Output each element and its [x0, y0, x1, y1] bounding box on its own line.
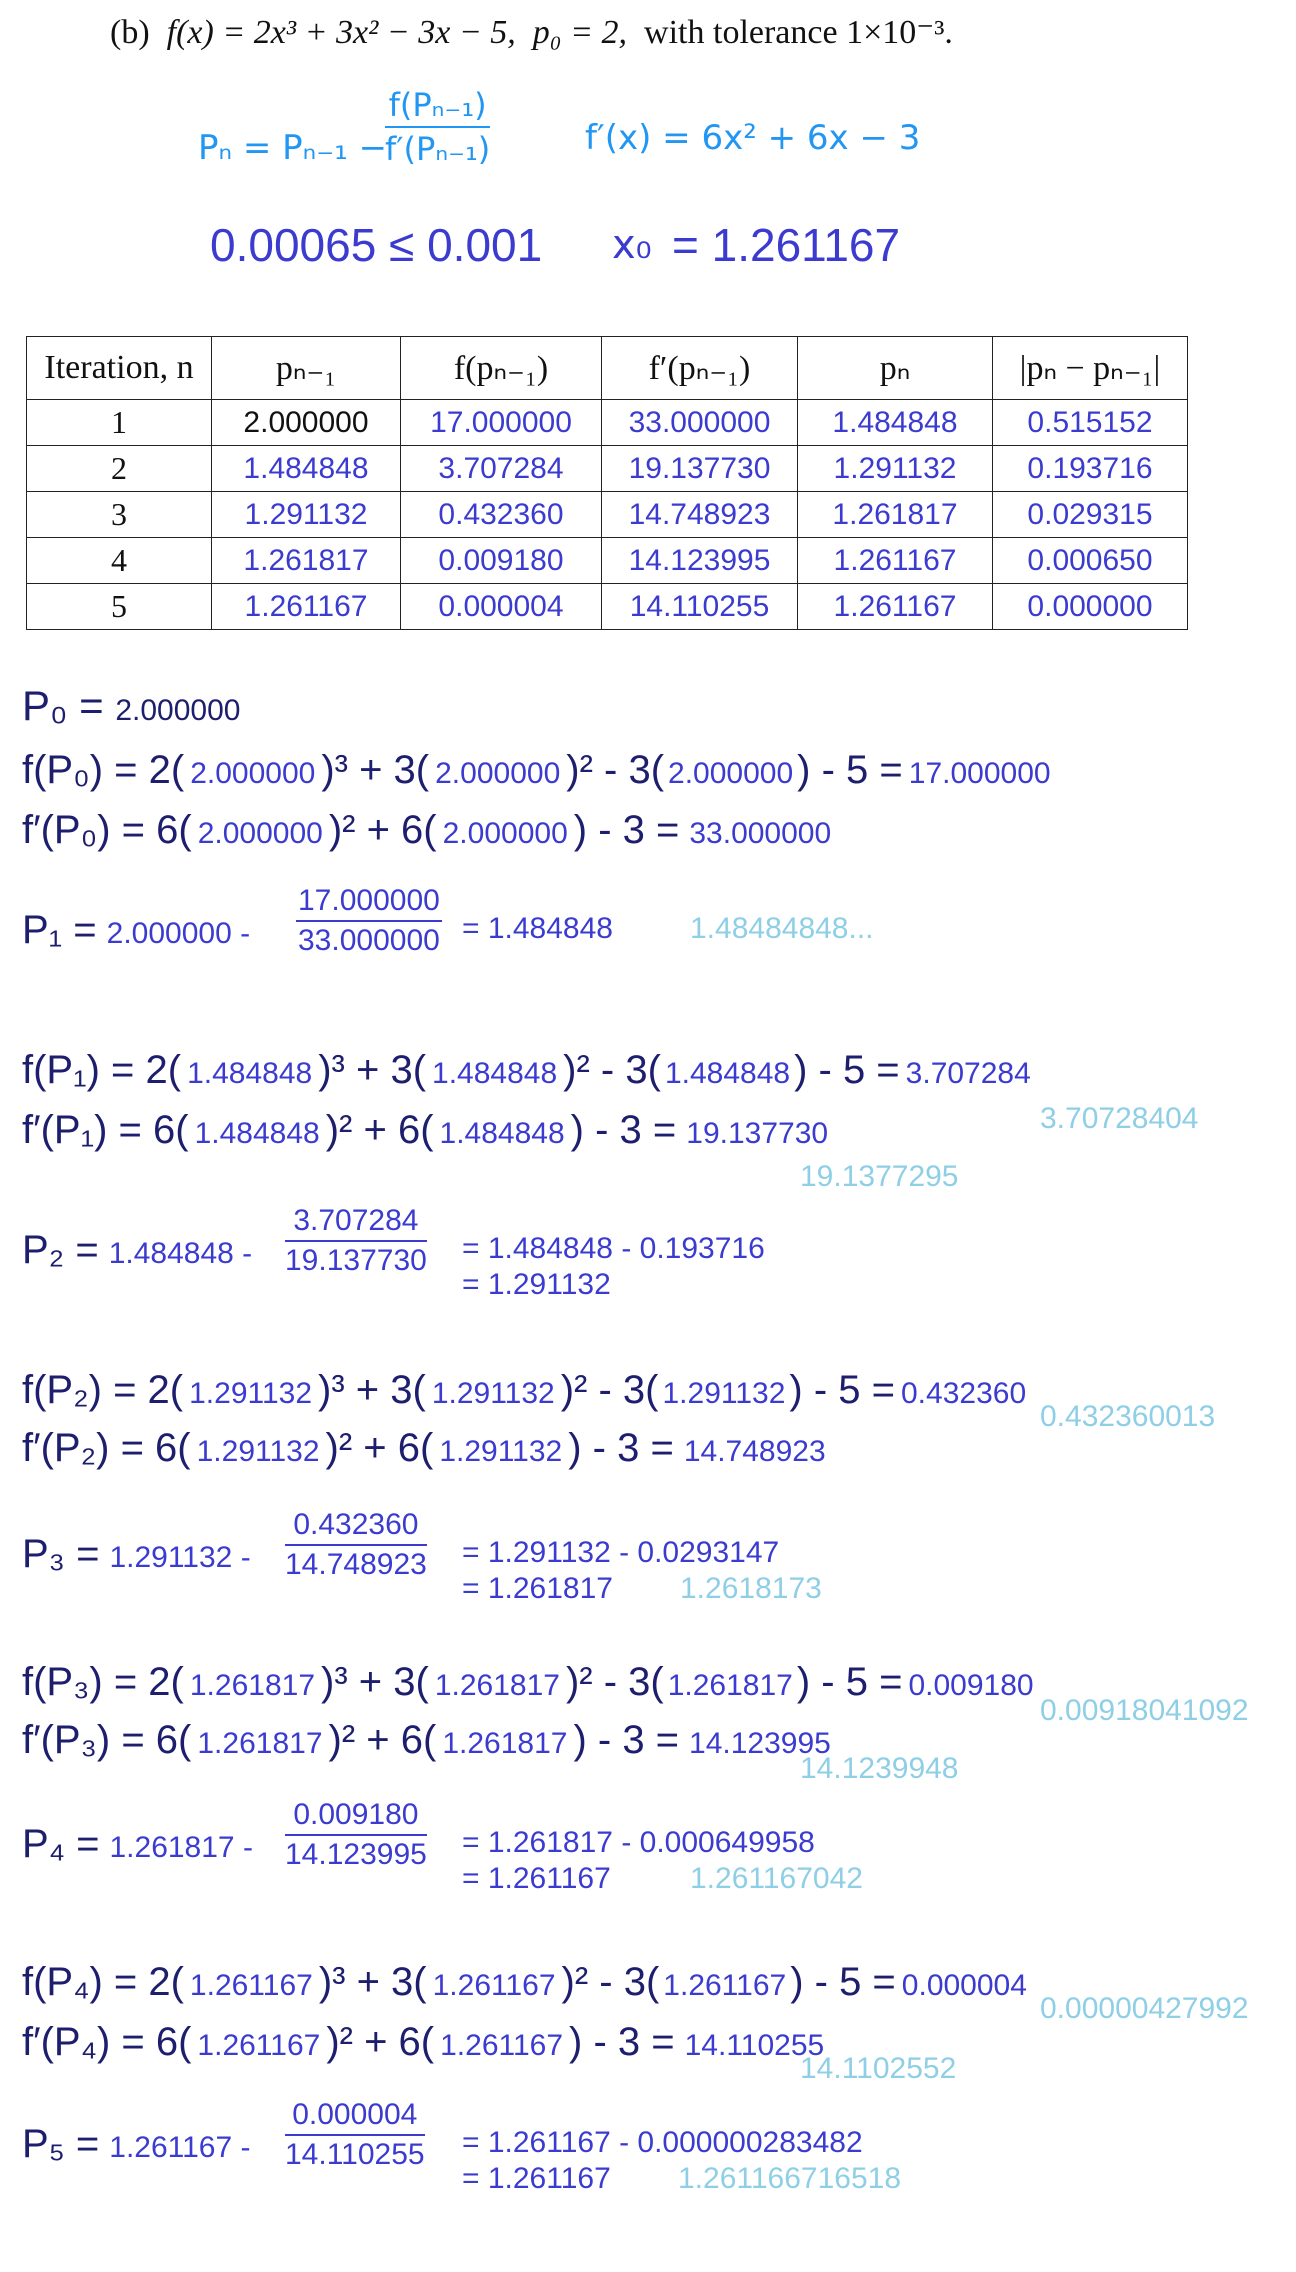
fprime-mid-text: )² + 6( [328, 808, 437, 852]
table-cell: 1.484848 [798, 400, 993, 446]
newton-lhs: Pₙ = Pₙ₋₁ − [198, 128, 388, 168]
f-full-precision: 0.432360013 [1040, 1400, 1216, 1433]
iteration-table [26, 336, 1188, 630]
p-result-line: = 1.261167 [462, 1862, 611, 1895]
table-cell: 14.123995 [602, 538, 798, 584]
f-label: f(P₁) = 2( [22, 1048, 182, 1092]
table-row [27, 538, 1188, 584]
table-cell: 5 [27, 584, 212, 630]
p-result-line: = 1.261817 - 0.000649958 [462, 1826, 815, 1859]
fprime-full-precision: 14.1239948 [800, 1752, 959, 1785]
table-cell: 1 [27, 400, 212, 446]
table-cell: 1.261167 [798, 538, 993, 584]
fprime-x-value: 2.000000 [197, 817, 323, 850]
f-result: 17.000000 [908, 757, 1051, 790]
f-result: 0.000004 [901, 1969, 1027, 2002]
fprime-x-value: 1.261167 [197, 2029, 321, 2062]
fprime-full-precision: 19.1377295 [800, 1160, 959, 1193]
newton-denominator: f′(Pₙ₋₁) [385, 130, 491, 168]
header-diff: |pₙ − pₙ₋₁| [993, 337, 1188, 400]
table-cell: 1.291132 [212, 492, 401, 538]
fprime-result: 14.110255 [684, 2029, 825, 2062]
table-row [27, 446, 1188, 492]
table-cell: 1.261817 [212, 538, 401, 584]
table-cell: 3 [27, 492, 212, 538]
table-header-row [27, 337, 1188, 400]
header-f: f(pₙ₋₁) [401, 337, 602, 400]
table-cell: 0.000000 [993, 584, 1188, 630]
f-x-value: 2.000000 [668, 757, 794, 790]
p-result-line: = 1.261817 [462, 1572, 613, 1605]
f-x-value: 1.261167 [432, 1969, 556, 2002]
p-prev-value: 1.261167 - [109, 2131, 251, 2164]
f-mid-text: )³ + 3( [318, 1368, 426, 1412]
f-x-value: 1.261167 [663, 1969, 787, 2002]
fprime-evaluation-line [22, 2020, 824, 2065]
p-denominator: 14.748923 [285, 1548, 427, 1581]
fprime-mid-text: )² + 6( [325, 1426, 434, 1470]
p0-label: P₀ = [22, 682, 104, 729]
fprime-x-value: 1.291132 [196, 1435, 320, 1468]
f-end-text: ) - 5 = [796, 1660, 903, 1704]
fprime-mid-text: )² + 6( [326, 2020, 435, 2064]
table-cell: 0.000004 [401, 584, 602, 630]
root-value: = 1.261167 [672, 219, 901, 271]
tolerance-check: 0.00065 ≤ 0.001 [210, 219, 543, 271]
header-fprime: f′(pₙ₋₁) [602, 337, 798, 400]
p-update-line [22, 2122, 251, 2167]
derivative-formula: f′(x) = 6x² + 6x − 3 [585, 118, 921, 158]
table-cell: 14.748923 [602, 492, 798, 538]
p-fraction [285, 2098, 425, 2172]
table-row [27, 492, 1188, 538]
f-label: f(P₄) = 2( [22, 1960, 184, 2004]
p-result-line: = 1.291132 [462, 1268, 611, 1301]
fprime-evaluation-line [22, 808, 831, 853]
p-label: P₅ = [22, 2122, 100, 2166]
p-update-line [22, 1228, 252, 1273]
newton-formula [198, 128, 387, 168]
f-mid-text: )³ + 3( [318, 1960, 427, 2004]
fprime-result: 19.137730 [686, 1117, 829, 1150]
table-cell: 17.000000 [401, 400, 602, 446]
p-label: P₁ = [22, 908, 97, 952]
f-full-precision: 3.70728404 [1040, 1102, 1199, 1135]
table-cell: 0.009180 [401, 538, 602, 584]
table-cell: 4 [27, 538, 212, 584]
f-mid-text: )³ + 3( [321, 748, 430, 792]
f-x-value: 1.291132 [431, 1377, 555, 1410]
p-prev-value: 1.484848 - [108, 1237, 253, 1270]
problem-tolerance: with tolerance 1×10⁻³. [644, 14, 953, 51]
table-cell: 0.000650 [993, 538, 1188, 584]
fprime-x-value: 1.484848 [439, 1117, 565, 1150]
p-fraction [285, 1798, 427, 1872]
table-cell: 19.137730 [602, 446, 798, 492]
fprime-result: 14.748923 [683, 1435, 826, 1468]
table-cell: 14.110255 [602, 584, 798, 630]
f-x-value: 2.000000 [190, 757, 316, 790]
fprime-end-text: ) - 3 = [573, 1718, 680, 1762]
f-evaluation-line [22, 748, 1051, 793]
fprime-label: f′(P₀) = 6( [22, 808, 192, 852]
p-full-precision: 1.48484848... [690, 912, 874, 945]
fprime-end-text: ) - 3 = [568, 1426, 674, 1470]
f-full-precision: 0.00000427992 [1040, 1992, 1249, 2025]
fprime-label: f′(P₂) = 6( [22, 1426, 191, 1470]
f-label: f(P₂) = 2( [22, 1368, 184, 1412]
table-cell: 1.261167 [798, 584, 993, 630]
problem-function: f(x) = 2x³ + 3x² − 3x − 5, [166, 14, 516, 51]
f-evaluation-line [22, 1048, 1031, 1093]
p-full-precision: 1.2618173 [680, 1572, 822, 1605]
p-numerator: 17.000000 [296, 884, 442, 922]
f-mid-text: )² - 3( [561, 1960, 660, 2004]
p-denominator: 19.137730 [285, 1244, 427, 1277]
p-fraction [285, 1508, 427, 1582]
table-cell: 1.291132 [798, 446, 993, 492]
table-cell: 0.515152 [993, 400, 1188, 446]
f-end-text: ) - 5 = [794, 1048, 900, 1092]
p-numerator: 0.432360 [285, 1508, 427, 1546]
p-numerator: 0.009180 [285, 1798, 427, 1836]
fprime-end-text: ) - 3 = [570, 1108, 677, 1152]
f-x-value: 1.261817 [189, 1669, 316, 1702]
table-cell: 2 [27, 446, 212, 492]
p-denominator: 33.000000 [298, 924, 440, 957]
fprime-result: 14.123995 [689, 1727, 831, 1760]
fprime-x-value: 1.261817 [197, 1727, 323, 1760]
fprime-mid-text: )² + 6( [328, 1718, 437, 1762]
f-mid-text: )³ + 3( [321, 1660, 429, 1704]
p-result-line: = 1.484848 - 0.193716 [462, 1232, 765, 1265]
f-x-value: 1.484848 [664, 1057, 791, 1090]
p-prev-value: 1.291132 - [109, 1541, 251, 1574]
f-end-text: ) - 5 = [790, 1960, 896, 2004]
fprime-x-value: 1.261167 [440, 2029, 564, 2062]
header-p-prev: pₙ₋₁ [212, 337, 401, 400]
fprime-x-value: 2.000000 [442, 817, 568, 850]
p0-value: 2.000000 [115, 694, 241, 727]
f-evaluation-line [22, 1368, 1026, 1413]
newton-fraction [385, 86, 490, 168]
fprime-result: 33.000000 [689, 817, 832, 850]
p-full-precision: 1.261167042 [690, 1862, 863, 1895]
p-label: P₄ = [22, 1822, 100, 1866]
fprime-evaluation-line [22, 1426, 826, 1471]
fprime-end-text: ) - 3 = [573, 808, 680, 852]
f-x-value: 1.261817 [434, 1669, 560, 1702]
table-row [27, 400, 1188, 446]
p-fraction [285, 1204, 427, 1278]
f-evaluation-line [22, 1660, 1034, 1705]
p-result-line: = 1.484848 [462, 912, 613, 945]
problem-label: (b) [110, 14, 150, 51]
f-x-value: 1.261167 [189, 1969, 313, 2002]
p-full-precision: 1.261166716518 [678, 2162, 902, 2195]
p-update-line [22, 908, 250, 953]
f-mid-text: )² - 3( [560, 1368, 659, 1412]
f-x-value: 1.484848 [187, 1057, 313, 1090]
table-cell: 2.000000 [212, 400, 401, 446]
p-result-line: = 1.261167 [462, 2162, 611, 2195]
table-row [27, 584, 1188, 630]
table-cell: 0.432360 [401, 492, 602, 538]
fprime-x-value: 1.261817 [442, 1727, 568, 1760]
p-fraction [296, 884, 442, 958]
p-prev-value: 1.261817 - [109, 1831, 253, 1864]
p-label: P₃ = [22, 1532, 100, 1576]
x0-label: x₀ [612, 222, 652, 268]
fprime-label: f′(P₁) = 6( [22, 1108, 189, 1152]
fprime-label: f′(P₄) = 6( [22, 2020, 192, 2064]
p-label: P₂ = [22, 1228, 99, 1272]
problem-p0: p₀ = 2, [532, 14, 628, 51]
fprime-label: f′(P₃) = 6( [22, 1718, 192, 1762]
f-end-text: ) - 5 = [797, 748, 903, 792]
table-cell: 1.484848 [212, 446, 401, 492]
f-result: 0.009180 [908, 1669, 1034, 1702]
f-x-value: 1.261817 [667, 1669, 793, 1702]
p-denominator: 14.123995 [285, 1838, 427, 1871]
p-result-line: = 1.291132 - 0.0293147 [462, 1536, 780, 1569]
f-mid-text: )² - 3( [563, 1048, 661, 1092]
p-update-line [22, 1532, 251, 1577]
f-label: f(P₃) = 2( [22, 1660, 184, 1704]
f-result: 0.432360 [901, 1377, 1027, 1410]
table-cell: 3.707284 [401, 446, 602, 492]
f-mid-text: )² - 3( [565, 1660, 664, 1704]
table-cell: 0.193716 [993, 446, 1188, 492]
p-numerator: 0.000004 [285, 2098, 425, 2136]
fprime-evaluation-line [22, 1108, 828, 1153]
p-numerator: 3.707284 [285, 1204, 427, 1242]
table-cell: 1.261817 [798, 492, 993, 538]
newton-numerator: f(Pₙ₋₁) [385, 86, 490, 128]
table-cell: 33.000000 [602, 400, 798, 446]
p0-line [22, 682, 240, 730]
f-full-precision: 0.00918041092 [1040, 1694, 1249, 1727]
problem-statement [110, 12, 953, 52]
f-result: 3.707284 [905, 1057, 1031, 1090]
fprime-mid-text: )² + 6( [325, 1108, 434, 1152]
f-x-value: 1.484848 [432, 1057, 558, 1090]
f-evaluation-line [22, 1960, 1027, 2005]
f-mid-text: )² - 3( [566, 748, 665, 792]
table-cell: 1.261167 [212, 584, 401, 630]
table-cell: 0.029315 [993, 492, 1188, 538]
fprime-end-text: ) - 3 = [569, 2020, 675, 2064]
p-update-line [22, 1822, 253, 1867]
f-x-value: 1.291132 [662, 1377, 786, 1410]
header-iteration: Iteration, n [27, 337, 212, 400]
f-x-value: 1.291132 [189, 1377, 313, 1410]
p-prev-value: 2.000000 - [106, 917, 251, 950]
p-denominator: 14.110255 [285, 2138, 425, 2171]
header-pn: pₙ [798, 337, 993, 400]
f-mid-text: )³ + 3( [318, 1048, 427, 1092]
fprime-evaluation-line [22, 1718, 831, 1763]
fprime-full-precision: 14.1102552 [800, 2052, 957, 2085]
f-x-value: 2.000000 [435, 757, 561, 790]
fprime-x-value: 1.484848 [194, 1117, 320, 1150]
p-result-line: = 1.261167 - 0.000000283482 [462, 2126, 863, 2159]
fprime-x-value: 1.291132 [439, 1435, 563, 1468]
f-label: f(P₀) = 2( [22, 748, 185, 792]
f-end-text: ) - 5 = [789, 1368, 895, 1412]
